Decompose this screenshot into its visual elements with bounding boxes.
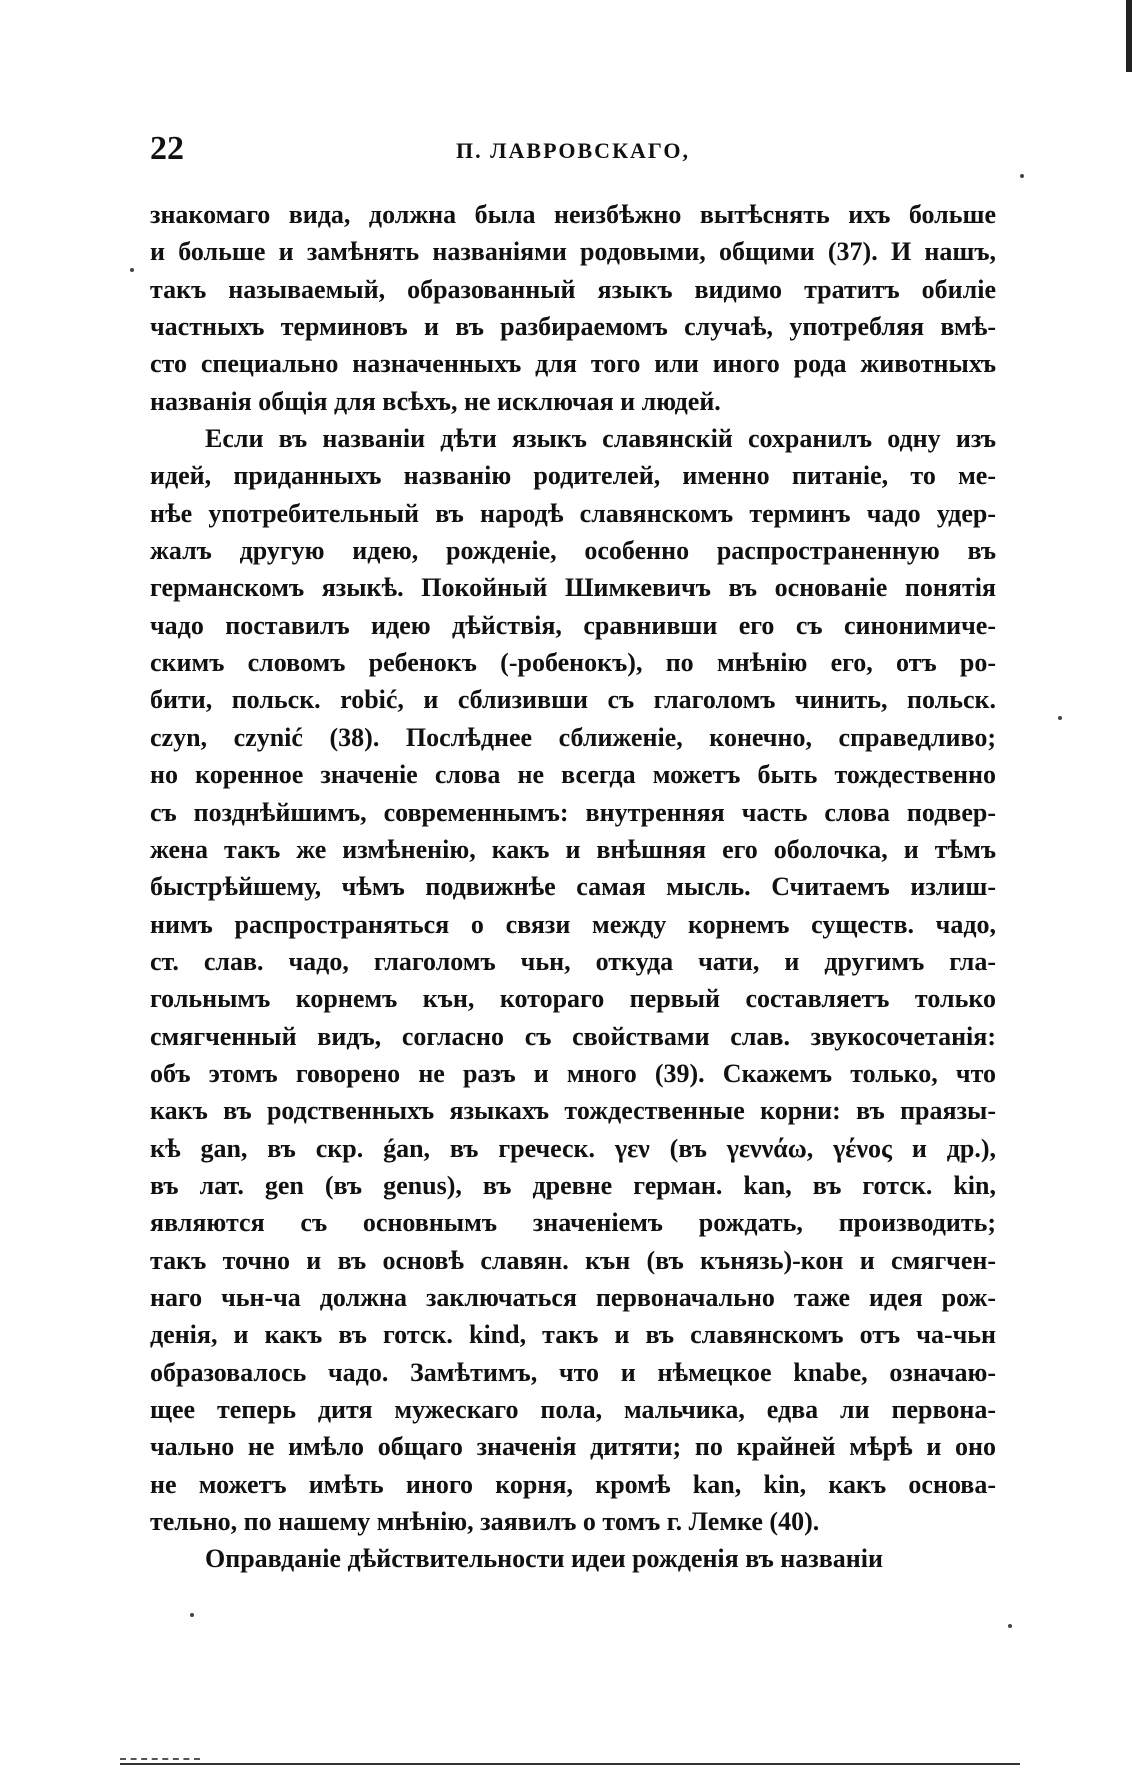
text-line: кѣ gan, въ скр. ǵan, въ греческ. γεν (въ γεννάω, γένος и др.), [150,1133,996,1163]
paragraph [150,196,996,420]
footer-rule-dashed [120,1758,200,1760]
text-line: но коренное значеніе слова не всегда можетъ быть тождественно [150,760,996,790]
text-line: названія общія для всѣхъ, не исключая и людей. [150,386,721,416]
scan-speck [130,268,134,272]
text-line: щее теперь дитя мужескаго пола, мальчика, едва ли первона- [150,1395,996,1424]
text-line: тельно, по нашему мнѣнію, заявилъ о томъ г. Лемке (40). [150,1507,820,1537]
text-line: идей, приданныхъ названію родителей, именно питаніе, то ме- [150,461,996,491]
text-line: бити, польск. robić, и сблизивши съ глаголомъ чинить, польск. [150,685,996,715]
text-line: не можетъ имѣть иного корня, кромѣ kan, kin, какъ основа- [150,1469,996,1499]
scan-speck [1008,1624,1012,1628]
text-line: какъ въ родственныхъ языкахъ тождественные корни: въ праязы- [150,1096,996,1126]
text-line: объ этомъ говорено не разъ и много (39). Скажемъ только, что [150,1058,996,1088]
text-line: знакомаго вида, должна была неизбѣжно вытѣснять ихъ больше [150,200,996,229]
text-line: жалъ другую идею, рожденіе, особенно распространенную въ [150,536,996,566]
paragraph [150,1540,996,1577]
page-body [150,196,996,1578]
scan-edge-shadow [1126,0,1132,72]
text-line: гольнымъ корнемъ кън, котораго первый составляетъ только [150,984,996,1014]
footer-rule [120,1763,1020,1765]
scan-speck [1020,174,1024,178]
text-line: Если въ названіи дѣти языкъ славянскій сохранилъ одну изъ [205,424,996,454]
running-head: П. ЛАВРОВСКАГО, [456,138,690,163]
text-line: наго чьн-ча должна заключаться первоначально таже идея рож- [150,1282,996,1312]
scan-speck [1058,716,1062,720]
text-line: германскомъ языкѣ. Покойный Шимкевичъ въ основаніе понятія [150,573,996,603]
text-line: образовалось чадо. Замѣтимъ, что и нѣмецкое knabe, означаю- [150,1357,996,1387]
scan-speck [190,1613,194,1617]
text-line: съ позднѣйшимъ, современнымъ: внутренняя часть слова подвер- [150,797,996,827]
text-line: денія, и какъ въ готск. kind, такъ и въ славянскомъ отъ ча-чьн [150,1320,996,1350]
page-number: 22 [150,130,184,167]
text-line: жена такъ же измѣненію, какъ и внѣшняя его оболочка, и тѣмъ [150,834,996,864]
text-line: смягченный видъ, согласно съ свойствами слав. звукосочетанія: [150,1021,996,1051]
text-line: въ лат. gen (въ genus), въ древне герман. kan, въ готск. kin, [150,1170,996,1200]
text-line: czyn, czynić (38). Послѣднее сближеніе, конечно, справедливо; [150,722,996,752]
text-line: чадо поставилъ идею дѣйствія, сравнивши его съ синонимиче- [150,610,996,640]
text-line: чально не имѣло общаго значенія дитяти; по крайней мѣрѣ и оно [150,1432,996,1462]
text-line: такъ называемый, образованный языкъ видимо тратитъ обиліе [150,274,996,304]
text-line: Оправданіе дѣйствительности идеи рожденія въ названіи [205,1544,883,1574]
paragraph [150,420,996,1540]
text-line: нѣе употребительный въ народѣ славянскомъ терминъ чадо удер- [150,498,996,528]
text-line: скимъ словомъ ребенокъ (-робенокъ), по мнѣнію его, отъ ро- [150,648,996,678]
text-line: сто специально назначенныхъ для того или иного рода животныхъ [150,349,996,379]
text-line: являются съ основнымъ значеніемъ рождать, производить; [150,1208,996,1238]
text-line: ст. слав. чадо, глаголомъ чьн, откуда чати, и другимъ гла- [150,946,996,976]
text-line: такъ точно и въ основѣ славян. кън (въ кънязь)-кон и смягчен- [150,1245,996,1275]
text-line: быстрѣйшему, чѣмъ подвижнѣе самая мысль. Считаемъ излиш- [150,872,996,902]
text-line: и больше и замѣнять названіями родовыми, общими (37). И нашъ, [150,237,996,267]
text-line: нимъ распространяться о связи между корнемъ существ. чадо, [150,909,996,939]
text-line: частныхъ терминовъ и въ разбираемомъ случаѣ, употребляя вмѣ- [150,312,996,342]
